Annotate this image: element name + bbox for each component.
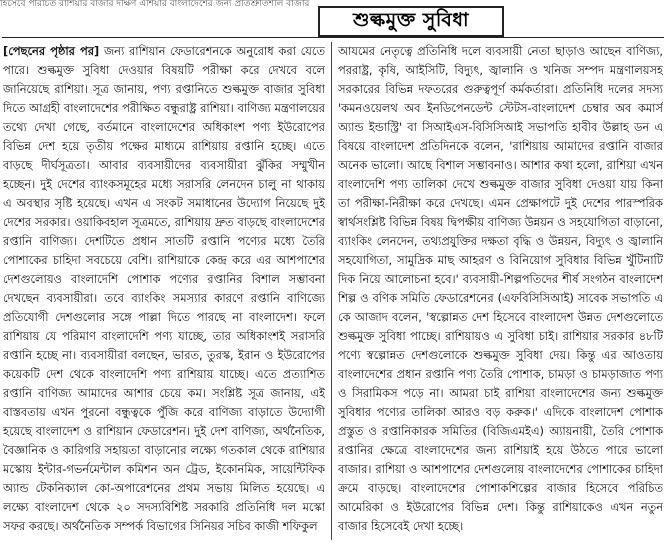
previous-article-strip: হিসেবে পরিচিত রাশিয়ার বাজার দক্ষিণ এশিয়ার বাংলাদেশের জন্য প্রতিশ্রুতিশীল বাজার [0, 0, 310, 6]
headline-box [318, 6, 504, 37]
right-column-text: আযমের নেতৃত্বে প্রতিনিধি দলে ব্যবসায়ী নেতা ছাড়াও আছেন বাণিজ্য, পররাষ্ট্র, কৃষি, আইসিটি, বিদ্যুৎ, জ্বালানি ও খনিজ সম্পদ মন্ত্রণালয়সহ সরকারের বিভিন্ন দফতরের গুরুত্বপূর্ণ কর্মকর্তারা। প্রতিনিধি দলের সদস্য 'কমনওয়েলথ অব ইনডিপেনডেন্ট স্টেটস-বাংলাদেশ চেম্বার অব কমার্স অ্যান্ড ইন্ডাস্ট্রি' বা সিআইএস-বিসিসিআই সভাপতি হাবীব উল্লাহ ডন এ বিষয়ে বাংলাদেশ প্রতিদিনকে বলেন, 'রাশিয়ায় আমাদের রপ্তানি বাজার অনেক ভালো। আছে বিশাল সম্ভাবনাও। আশার কথা হলো, রাশিয়া এখন বাংলাদেশি পণ্য তালিকা দেখে শুল্কমুক্ত বাজার সুবিধা দেওয়া যায় কিনা তা পরীক্ষা-নিরীক্ষা করে দেখছে। এমন প্রেক্ষাপটে দুই দেশের পারস্পরিক স্বার্থসংশ্লিষ্ট বিভিন্ন বিষয় দ্বিপক্ষীয় বাণিজ্য উন্নয়ন ও সহযোগিতা বাড়ানো, ব্যাংকিং লেনদেন, তথ্যপ্রযুক্তির দক্ষতা বৃদ্ধি ও উন্নয়ন, বিদ্যুৎ ও জ্বালানি সহযোগিতা, সামুদ্রিক মাছ আহরণ ও বিনিয়োগ সুবিধার বিভিন্ন খুঁটিনাটি দিক নিয়ে আলোচনা হবে।' ব্যবসায়ী-শিল্পপতিদের শীর্ষ সংগঠন বাংলাদেশ শিল্প ও বণিক সমিতি ফেডারেশনের (এফবিসিসিআই) সাবেক সভাপতি এ কে আজাদ বলেন, 'স্বল্পোন্নত দেশ হিসেবে বাংলাদেশ উন্নত দেশগুলোতে শুল্কমুক্ত সুবিধা পাচ্ছে। রাশিয়ায়ও এ সুবিধা চাই। রাশিয়ার সরকার ৪৮টি পণ্যে স্বল্পোন্নত দেশগুলোকে শুল্কমুক্ত সুবিধা দেয়। কিন্তু এর আওতায় বাংলাদেশের প্রধান রপ্তানি পণ্য তৈরি পোশাক, চামড়া ও চামড়াজাত পণ্য ও সিরামিকস পড়ে না। আমরা চাই রাশিয়া বাংলাদেশের জন্য শুল্কমুক্ত সুবিধার পণ্যের তালিকা আরও বড় করুক।' এদিকে বাংলাদেশ পোশাক প্রস্তুত ও রপ্তানিকারক সমিতির (বিজিএমইএ) অ্যায়নায়ী, তৈরি পোশাক রপ্তানির ক্ষেত্রে বাংলাদেশের জন্য রাশিয়াই হয়ে উঠতে পারে ভালো বাজার। রাশিয়া ও আশপাশের দেশগুলোয় বাংলাদেশের পোশাকের চাহিদা ক্রমে বাড়ছে। বাংলাদেশের পোশাকশিল্পের বাজার হিসেবে পরিচিত আমেরিকা ও ইউরোপের বিভিন্ন দেশ। কিন্তু রাশিয়াকেও এখন নতুন বাজার হিসেবেই দেখা হচ্ছে। [338, 44, 663, 533]
right-column [338, 42, 663, 542]
headline: শুল্কমুক্ত সুবিধা [352, 8, 470, 31]
continued-from-marker: [পেছনের পৃষ্ঠার পর] [3, 44, 100, 58]
top-rule [2, 37, 664, 38]
left-column-text: জন্য রাশিয়ান ফেডারেশনকে অনুরোধ করা যেতে পারে। শুল্কমুক্ত সুবিধা দেওয়ার বিষয়টি পরীক্ষা করে দেখবে বলে জানিয়েছে রাশিয়া। সূত্র জানায়, পণ্য রপ্তানিতে শুল্কমুক্ত বাজার সুবিধা দিতে আগ্রহী বাংলাদেশের পরীক্ষিত বন্ধুরাষ্ট্র রাশিয়া। বাণিজ্য মন্ত্রণালয়ের তথ্যে দেখা গেছে, বর্তমানে বাংলাদেশের অধিকাংশ পণ্য ইউরোপের বিভিন্ন দেশ হয়ে তৃতীয় পক্ষের মাধ্যমে রাশিয়ায় রপ্তানি হচ্ছে। এতে বাড়ছে দীর্ঘসূত্রতা। আবার ব্যবসায়ীদের ব্যবসায়ীরা ঝুঁকির সম্মুখীন হচ্ছেন। দুই দেশের ব্যাংকসমূহের মধ্যে সরাসরি লেনদেন চালু না থাকায় এ অবস্থার সৃষ্টি হয়েছে। এখন এ সংকট সমাধানের উদ্যোগ নিয়েছে দুই দেশের সরকার। ওয়াকিবহাল সূত্রমতে, রাশিয়ায় দ্রুত বাড়ছে বাংলাদেশের রপ্তানি বাণিজ্য। দেশটিতে প্রধান সাতটি রপ্তানি পণ্যের মধ্যে তৈরি পোশাকের চাহিদা সবচেয়ে বেশি। রাশিয়াকে কেন্দ্র করে এর আশপাশের দেশগুলোয়ও বাংলাদেশি পোশাক পণ্যের রপ্তানির বিশাল সম্ভাবনা দেখছেন ব্যবসায়ীরা। তবে ব্যাংকিং সমস্যার কারণে রপ্তানি বাণিজ্যে প্রতিযোগী দেশগুলোর সঙ্গে পাল্লা দিতে পারছে না বাংলাদেশ। ফলে রাশিয়ায় যে পরিমাণ বাংলাদেশি পণ্য যাচ্ছে, তার অধিকাংশই সরাসরি রপ্তানি হচ্ছে না। ব্যবসায়ীরা বলছেন, ভারত, তুরস্ক, ইরান ও ইউরোপের কয়েকটি দেশ থেকে বাংলাদেশি পণ্য রাশিয়ায় যাচ্ছে। এতে প্রত্যাশিত রপ্তানি বাণিজ্য আমাদের আশার চেয়ে কম। সংশ্লিষ্ট সূত্র জানায়, এই বাস্তবতায় এখন পুরনো বন্ধুত্বকে পুঁজি করে বাণিজ্য বাড়াতে উদ্যোগী হয়েছে বাংলাদেশ ও রাশিয়ান ফেডারেশন। দুই দেশ বাণিজ্য, অর্থনৈতিক, বৈজ্ঞানিক ও কারিগরি সহায়তা বাড়ানোর লক্ষ্যে গতকাল থেকে রাশিয়ার মস্কোয় ইন্টার-গভর্নমেন্টাল কমিশন অন ট্রেড, ইকোনমিক, সায়েন্টিফিক অ্যান্ড টেকনিক্যাল কো-অপারেশনের প্রথম সভায় মিলিত হয়েছে। এ লক্ষ্যে বাংলাদেশ থেকে ২০ সদস্যবিশিষ্ট সরকারি প্রতিনিধি দল মস্কো সফর করছে। অর্থনৈতিক সম্পর্ক বিভাগের সিনিয়র সচিব কাজী শফিকুল [3, 44, 325, 533]
left-column [3, 42, 325, 542]
column-divider [331, 42, 332, 540]
